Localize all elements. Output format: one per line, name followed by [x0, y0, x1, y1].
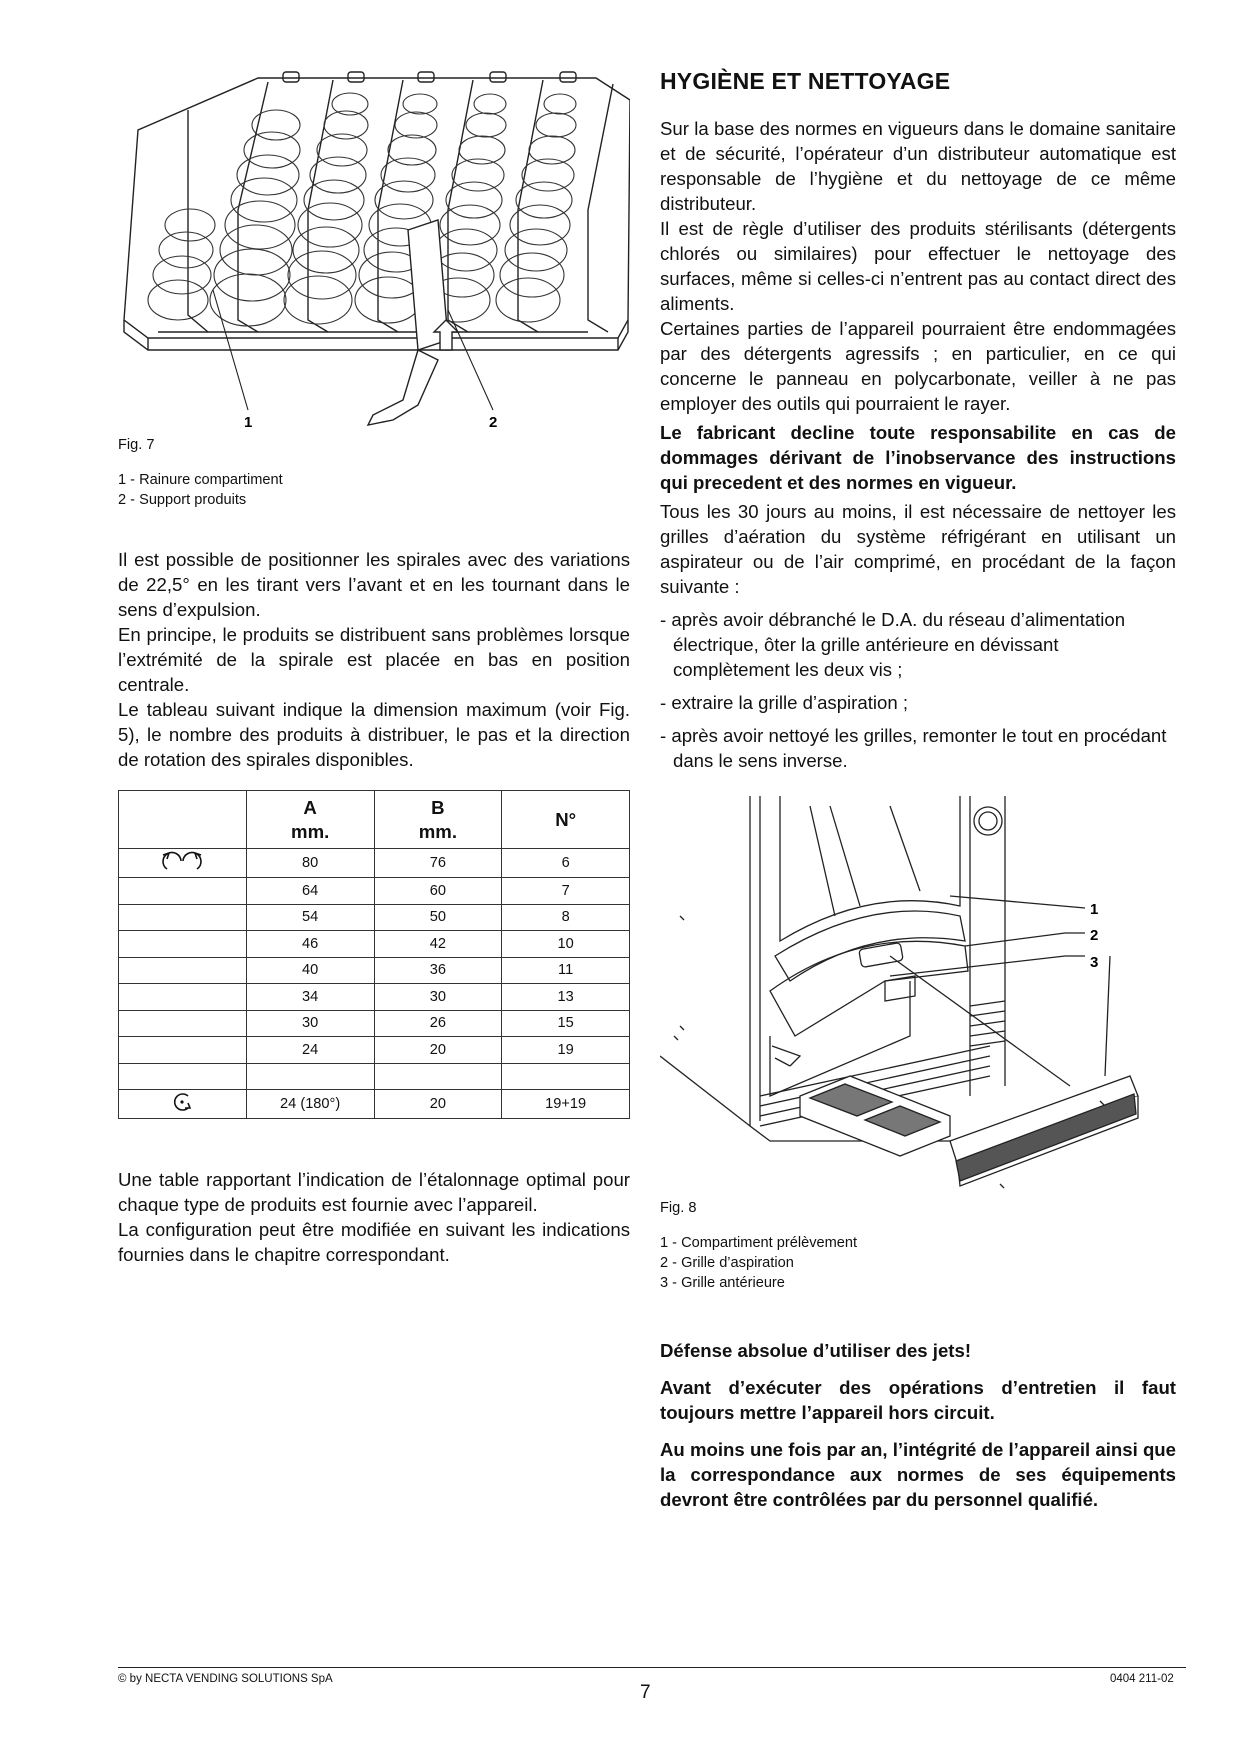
right-paragraph-1: Sur la base des normes en vigueurs dans le domaine sanitaire et de sécurité, l’opérateur d’un distributeur automatique est responsable de l’hygiène et du nettoyage de ce même distributeur. [660, 118, 1176, 214]
cleaning-intro: Tous les 30 jours au moins, il est nécessaire de nettoyer les grilles d’aération du système réfrigérant en utilisant un aspirateur ou de l’air comprimé, en procédant de la façon suivante : [660, 501, 1176, 597]
note-no-jets: Défense absolue d’utiliser des jets! [660, 1340, 972, 1361]
fig8-illustration [660, 796, 1176, 1236]
fig7-legend-1: 1 - Rainure compartiment [118, 472, 283, 488]
fig7-label: Fig. 7 [118, 437, 155, 453]
table-row [119, 1010, 630, 1037]
right-paragraph-2: Il est de règle d’utiliser des produits stérilisants (détergents chlorés ou similaires) pour effectuer le nettoyage des surfaces, même si celles-ci n’entrent pas au contact direct des aliments. [660, 218, 1176, 314]
value-a-cell: 54 [246, 904, 374, 931]
table-row [119, 1037, 630, 1064]
header-n: N° [502, 791, 630, 849]
fig8-callout-1: 1 [1090, 901, 1099, 918]
step-3: - après avoir nettoyé les grilles, remonter le tout en procédant dans le sens inverse. [660, 725, 1167, 771]
value-b-cell: 36 [374, 957, 502, 984]
left-paragraph-1: Il est possible de positionner les spirales avec des variations de 22,5° en les tirant vers l’avant et en les tournant dans le sens d’expulsion. [118, 549, 630, 620]
value-a-cell: 40 [246, 957, 374, 984]
footer-doc-code: 0404 211-02 [1110, 1673, 1174, 1685]
table-icon-cell [119, 957, 247, 984]
footer-page-number: 7 [640, 1682, 651, 1703]
table-row [119, 957, 630, 984]
table-row [119, 878, 630, 905]
table-icon-cell [119, 1010, 247, 1037]
safety-notes [660, 1338, 1176, 1512]
header-b: B mm. [374, 791, 502, 849]
value-n-cell: 19 [502, 1037, 630, 1064]
table-corner [119, 791, 247, 849]
value-a-cell: 30 [246, 1010, 374, 1037]
value-n-cell: 8 [502, 904, 630, 931]
fig8-callout-2: 2 [1090, 927, 1099, 944]
right-column [660, 68, 1176, 1510]
value-b-cell: 20 [374, 1037, 502, 1064]
value-b-cell: 76 [374, 849, 502, 878]
value-a-cell: 34 [246, 984, 374, 1011]
table-row [119, 1090, 630, 1119]
table-icon-cell [119, 931, 247, 958]
table-icon-cell [119, 984, 247, 1011]
table-icon-cell [119, 1063, 247, 1090]
left-text-block [118, 547, 630, 772]
fig8-label: Fig. 8 [660, 1200, 697, 1216]
value-n-cell [502, 1063, 630, 1090]
table-row [119, 1063, 630, 1090]
value-n-cell: 7 [502, 878, 630, 905]
fig7-illustration [118, 70, 630, 430]
after-table-paragraph-2: La configuration peut être modifiée en suivant les indications fournies dans le chapitre correspondant. [118, 1219, 630, 1265]
fig8-legend-1: 1 - Compartiment prélèvement [660, 1235, 858, 1251]
fig7-callout-2: 2 [489, 414, 498, 430]
value-n-cell: 15 [502, 1010, 630, 1037]
left-after-table [118, 1167, 630, 1267]
left-column [118, 70, 630, 1265]
value-b-cell: 42 [374, 931, 502, 958]
value-a-cell: 24 [246, 1037, 374, 1064]
value-b-cell: 20 [374, 1090, 502, 1119]
right-paragraph-3: Certaines parties de l’appareil pourraient être endommagées par des détergents agressifs ; en particulier, en ce qui concerne le panneau en polycarbonate, veiller à ne pas employer des outils qui pourraient le rayer. [660, 318, 1176, 414]
value-b-cell: 50 [374, 904, 502, 931]
footer-rule [118, 1667, 1186, 1668]
spirals [148, 93, 576, 326]
fig7-legend-2: 2 - Support produits [118, 492, 247, 508]
step-1: - après avoir débranché le D.A. du réseau d’alimentation électrique, ôter la grille antérieure en dévissant complètement les deux vis ; [660, 609, 1126, 680]
table-icon-cell [119, 1090, 247, 1119]
table-row [119, 849, 630, 878]
fig8-legend-3: 3 - Grille antérieure [660, 1275, 785, 1291]
spiral-table [118, 790, 630, 1119]
fig8-callout-3: 3 [1090, 954, 1099, 971]
value-a-cell: 24 (180°) [246, 1090, 374, 1119]
value-a-cell: 46 [246, 931, 374, 958]
value-b-cell: 30 [374, 984, 502, 1011]
footer-copyright: © by NECTA VENDING SOLUTIONS SpA [118, 1673, 333, 1685]
fig7-callout-1: 1 [244, 414, 253, 430]
fig8-legend-2: 2 - Grille d’aspiration [660, 1255, 794, 1271]
value-n-cell: 13 [502, 984, 630, 1011]
value-b-cell: 26 [374, 1010, 502, 1037]
value-n-cell: 10 [502, 931, 630, 958]
table-icon-cell [119, 878, 247, 905]
value-a-cell [246, 1063, 374, 1090]
left-paragraph-2: En principe, le produits se distribuent sans problèmes lorsque l’extrémité de la spirale est placée en bas en position centrale. [118, 624, 630, 695]
note-power-off: Avant d’exécuter des opérations d’entretien il faut toujours mettre l’appareil hors circuit. [660, 1377, 1176, 1423]
single-rotation-icon [168, 1090, 196, 1114]
after-table-paragraph-1: Une table rapportant l’indication de l’étalonnage optimal pour chaque type de produits est fournie avec l’appareil. [118, 1169, 630, 1215]
value-b-cell: 60 [374, 878, 502, 905]
table-row [119, 984, 630, 1011]
value-n-cell: 6 [502, 849, 630, 878]
table-row [119, 904, 630, 931]
value-b-cell [374, 1063, 502, 1090]
double-rotation-icon [155, 849, 209, 873]
value-a-cell: 80 [246, 849, 374, 878]
value-a-cell: 64 [246, 878, 374, 905]
value-n-cell: 19+19 [502, 1090, 630, 1119]
step-2: - extraire la grille d’aspiration ; [660, 692, 909, 713]
right-text-block [660, 116, 1176, 773]
manufacturer-warning: Le fabricant decline toute responsabilite en cas de dommages dérivant de l’inobservance des instructions qui precedent et des normes en vigueur. [660, 422, 1176, 493]
section-title: HYGIÈNE ET NETTOYAGE [660, 68, 951, 94]
table-icon-cell [119, 904, 247, 931]
left-paragraph-3: Le tableau suivant indique la dimension maximum (voir Fig. 5), le nombre des produits à distribuer, le pas et la direction de rotation des spirales disponibles. [118, 699, 630, 770]
table-icon-cell [119, 1037, 247, 1064]
note-annual-check: Au moins une fois par an, l’intégrité de l’appareil ainsi que la correspondance aux normes de ses équipements devront être contrôlées par du personnel qualifié. [660, 1439, 1176, 1510]
table-icon-cell [119, 849, 247, 878]
table-row [119, 931, 630, 958]
value-n-cell: 11 [502, 957, 630, 984]
header-a: A mm. [246, 791, 374, 849]
